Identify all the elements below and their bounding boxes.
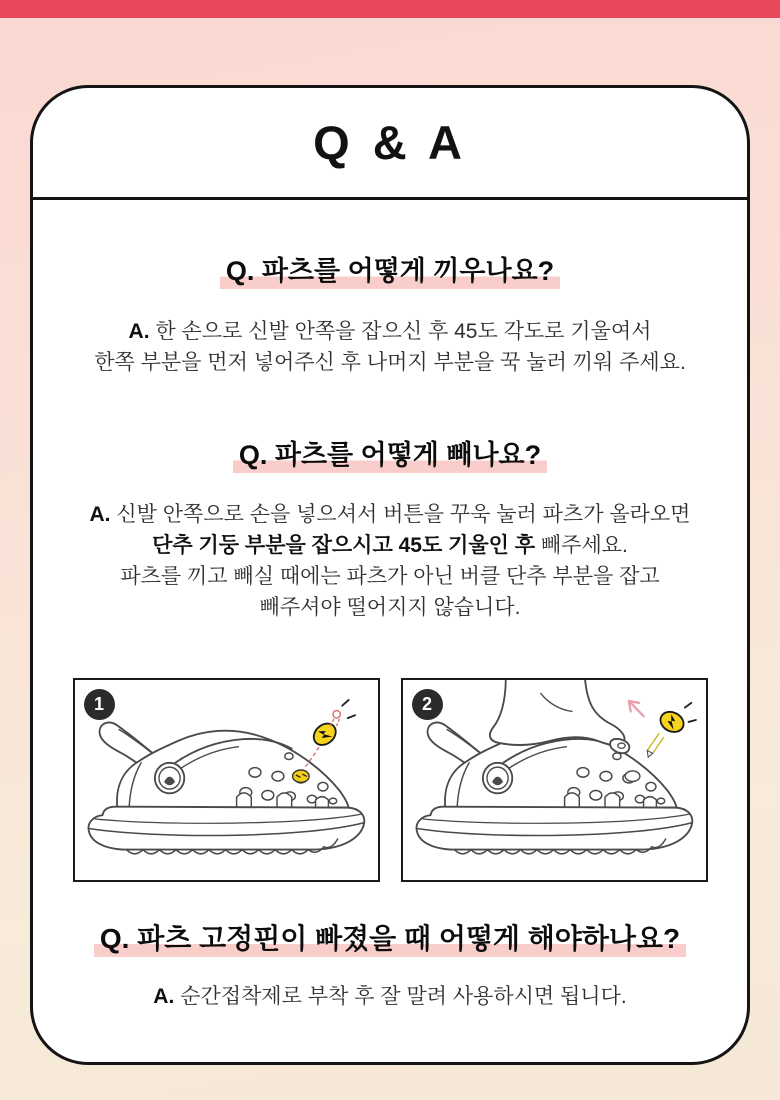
top-accent-bar	[0, 0, 780, 18]
pull-direction-arrow	[628, 701, 643, 716]
answer-2-text: A. 신발 안쪽으로 손을 넣으셔서 버튼을 꾸욱 눌러 파츠가 올라오면 단추 기둥 부분을 잡으시고 45도 기울인 후 빼주세요. 파츠를 끼고 빼실 때에는 파츠가 아닌 버클 단추 부분을 잡고 빼주셔야 떨어지지 않습니다.	[89, 503, 691, 619]
clog-shoe-insert-illustration	[75, 680, 378, 880]
answer-1-label: A.	[128, 320, 150, 343]
answer-3-text: A. 순간접착제로 부착 후 잘 말려 사용하시면 됩니다.	[153, 985, 627, 1008]
figure-2-remove-step	[401, 678, 708, 882]
question-3-heading: Q. 파츠 고정핀이 빠졌을 때 어떻게 해야하나요?	[33, 919, 747, 959]
card-header	[33, 88, 747, 200]
answer-1-text: A. 한 손으로 신발 안쪽을 잡으신 후 45도 각도로 기울여서 한쪽 부분을 먼저 넣어주신 후 나머지 부분을 꾹 눌러 끼워 주세요.	[94, 320, 686, 374]
clog-shoe-remove-illustration	[403, 680, 706, 880]
figure-2-badge: 2	[412, 689, 443, 720]
lightning-charm	[657, 708, 686, 735]
figure-1-badge: 1	[84, 689, 115, 720]
answer-2-label: A.	[89, 503, 111, 526]
charm-insert-overlay	[292, 700, 354, 782]
answer-3-label: A.	[153, 985, 175, 1008]
page-title: Q & A	[313, 116, 467, 169]
figure-1-insert-step	[73, 678, 380, 882]
figure-row	[33, 678, 747, 882]
question-1-heading: Q. 파츠를 어떻게 끼우나요?	[33, 252, 747, 290]
question-2-heading: Q. 파츠를 어떻게 빼나요?	[33, 436, 747, 474]
qa-card	[30, 85, 750, 1065]
lightning-charm	[309, 719, 339, 749]
